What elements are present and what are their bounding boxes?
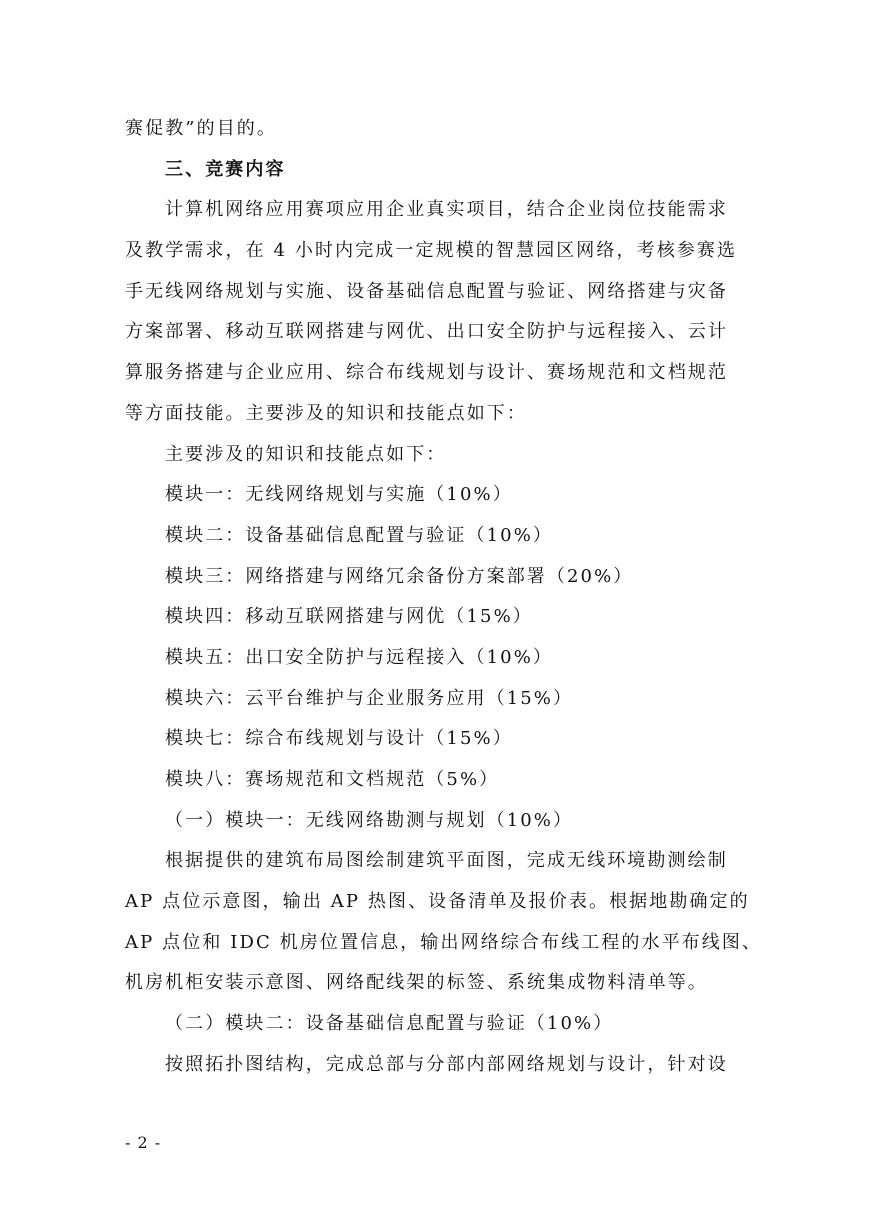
section-heading: 三、竞赛内容 xyxy=(165,158,286,180)
paragraph-line: 方案部署、移动互联网搭建与网优、出口安全防护与远程接入、云计 xyxy=(125,321,728,343)
paragraph-line: 等方面技能。主要涉及的知识和技能点如下： xyxy=(125,402,527,424)
module-item: 模块五：出口安全防护与远程接入（10%） xyxy=(165,646,554,668)
subsection-heading: （二）模块二：设备基础信息配置与验证（10%） xyxy=(165,1013,614,1035)
paragraph-line: 机房机柜安装示意图、网络配线架的标签、系统集成物料清单等。 xyxy=(125,972,708,994)
paragraph-line: 手无线网络规划与实施、设备基础信息配置与验证、网络搭建与灾备 xyxy=(125,280,728,302)
paragraph-line: 及教学需求，在 4 小时内完成一定规模的智慧园区网络，考核参赛选 xyxy=(125,240,738,262)
module-item: 模块六：云平台维护与企业服务应用（15%） xyxy=(165,687,574,709)
subsection-heading: （一）模块一：无线网络勘测与规划（10%） xyxy=(165,809,574,831)
paragraph-line: AP 点位和 IDC 机房位置信息，输出网络综合布线工程的水平布线图、 xyxy=(125,931,763,953)
paragraph-line: AP 点位示意图，输出 AP 热图、设备清单及报价表。根据地勘确定的 xyxy=(125,891,750,913)
paragraph-line: 计算机网络应用赛项应用企业真实项目，结合企业岗位技能需求 xyxy=(165,199,728,221)
module-item: 模块一：无线网络规划与实施（10%） xyxy=(165,484,513,506)
module-item: 模块四：移动互联网搭建与网优（15%） xyxy=(165,606,533,628)
paragraph-line: 根据提供的建筑布局图绘制建筑平面图，完成无线环境勘测绘制 xyxy=(165,850,728,872)
paragraph-line: 主要涉及的知识和技能点如下： xyxy=(165,443,447,465)
paragraph-line: 算服务搭建与企业应用、综合布线规划与设计、赛场规范和文档规范 xyxy=(125,362,728,384)
module-item: 模块七：综合布线规划与设计（15%） xyxy=(165,728,513,750)
paragraph-line: 按照拓扑图结构，完成总部与分部内部网络规划与设计，针对设 xyxy=(165,1053,728,1075)
module-item: 模块三：网络搭建与网络冗余备份方案部署（20%） xyxy=(165,565,634,587)
module-item: 模块二：设备基础信息配置与验证（10%） xyxy=(165,524,554,546)
page-number: - 2 - xyxy=(125,1133,162,1152)
text-line: 赛促教”的目的。 xyxy=(125,118,278,139)
module-item: 模块八：赛场规范和文档规范（5%） xyxy=(165,769,500,790)
page-body xyxy=(125,109,763,1086)
